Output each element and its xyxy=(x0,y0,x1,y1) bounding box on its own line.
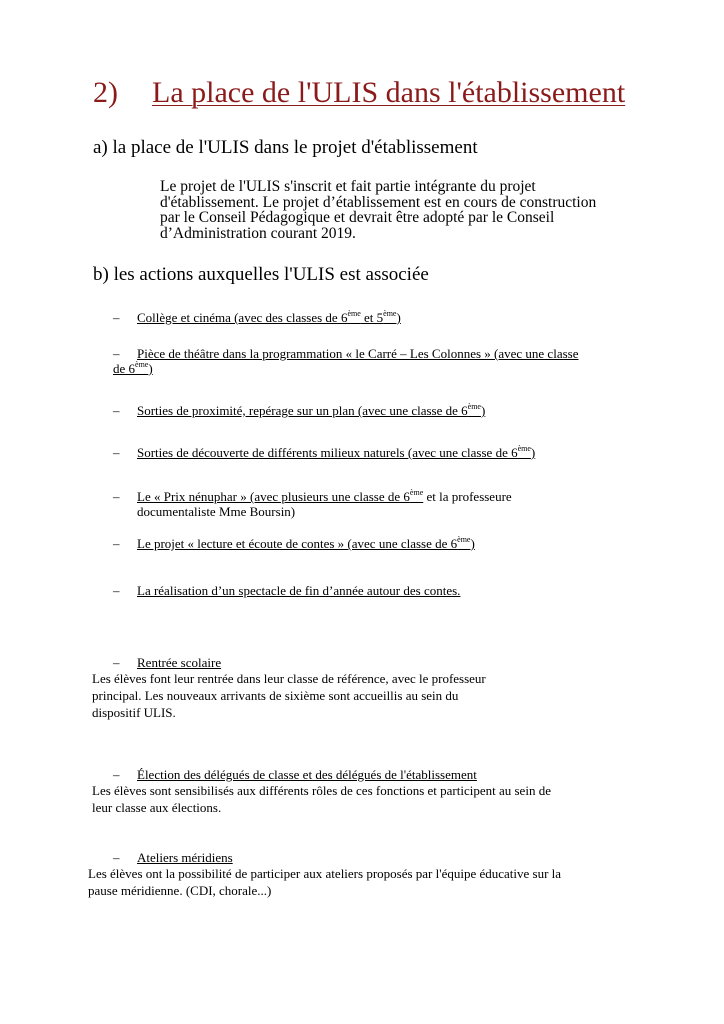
ordinal-sup: ème xyxy=(383,309,397,318)
page-title: La place de l'ULIS dans l'établissement xyxy=(152,76,626,109)
section-a-paragraph xyxy=(160,179,640,241)
dash-bullet: – xyxy=(113,536,120,551)
dash-bullet: – xyxy=(113,346,120,361)
ordinal-sup: ème xyxy=(467,402,481,411)
paragraph-line: d’Administration courant 2019. xyxy=(160,224,356,242)
dash-bullet: – xyxy=(113,767,120,782)
dash-bullet: – xyxy=(113,403,120,418)
dash-bullet: – xyxy=(113,583,120,598)
dash-bullet: – xyxy=(113,655,120,670)
action-text: de 6 xyxy=(113,361,136,376)
block-title: Rentrée scolaire xyxy=(137,655,222,670)
action-text: Le projet « lecture et écoute de contes » (avec une classe de 6 xyxy=(137,536,458,551)
body-line: Les élèves sont sensibilisés aux différents rôles de ces fonctions et participent au sein de xyxy=(92,783,551,798)
action-text: ) xyxy=(530,445,536,460)
action-text: et la professeure xyxy=(423,489,512,504)
body-line: pause méridienne. (CDI, chorale...) xyxy=(88,883,272,898)
block-heading xyxy=(113,655,221,670)
block-body xyxy=(92,670,486,721)
block-heading xyxy=(113,767,477,782)
ordinal-sup: ème xyxy=(457,535,471,544)
paragraph-line: d'établissement. Le projet d’établissement est en cours de construction xyxy=(160,193,597,211)
action-text: ) xyxy=(480,403,486,418)
section-b-heading: b) les actions auxquelles l'ULIS est associée xyxy=(93,264,429,285)
block-heading xyxy=(113,850,233,865)
block-body xyxy=(88,865,561,899)
dash-bullet: – xyxy=(113,445,120,460)
dash-bullet: – xyxy=(113,850,120,865)
action-text: ) xyxy=(148,361,153,376)
paragraph-line: Le projet de l'ULIS s'inscrit et fait partie intégrante du projet xyxy=(160,178,536,195)
dash-bullet: – xyxy=(113,310,120,325)
action-item xyxy=(113,536,475,551)
section-a-heading: a) la place de l'ULIS dans le projet d'établissement xyxy=(93,137,478,158)
action-text: Le « Prix nénuphar » (avec plusieurs une classe de 6 xyxy=(137,489,410,504)
ordinal-sup: ème xyxy=(517,444,531,453)
body-line: principal. Les nouveaux arrivants de sixième sont accueillis au sein du xyxy=(92,688,459,703)
action-text: et 5 xyxy=(360,310,384,325)
block-title: Ateliers méridiens xyxy=(137,850,233,865)
dash-bullet: – xyxy=(113,489,120,504)
ordinal-sup: ème xyxy=(409,488,424,497)
action-item xyxy=(113,445,535,460)
action-text: Sorties de découverte de différents milieux naturels (avec une classe de 6 xyxy=(137,445,518,460)
body-line: Les élèves font leur rentrée dans leur classe de référence, avec le professeur xyxy=(92,671,486,686)
section-number: 2) xyxy=(93,76,118,109)
action-item-continuation: documentaliste Mme Boursin) xyxy=(137,504,296,519)
ordinal-sup: ème xyxy=(347,309,361,318)
ordinal-sup: ème xyxy=(135,360,149,369)
action-item xyxy=(113,489,512,504)
body-line: leur classe aux élections. xyxy=(92,800,222,815)
action-text: Collège et cinéma (avec des classes de 6 xyxy=(137,310,348,325)
action-text: Sorties de proximité, repérage sur un plan (avec une classe de 6 xyxy=(137,403,468,418)
action-item-continuation xyxy=(113,361,153,376)
action-text: ) xyxy=(470,536,475,551)
action-item xyxy=(113,346,578,361)
action-text: ) xyxy=(396,310,401,325)
action-item xyxy=(113,310,401,325)
body-line: Les élèves ont la possibilité de participer aux ateliers proposés par l'équipe éducative sur la xyxy=(88,866,562,881)
action-text: Pièce de théâtre dans la programmation « le Carré – Les Colonnes » (avec une classe xyxy=(137,346,579,361)
body-line: dispositif ULIS. xyxy=(92,705,176,720)
action-item xyxy=(113,403,485,418)
action-item xyxy=(113,583,460,598)
block-title: Élection des délégués de classe et des délégués de l'établissement xyxy=(137,767,477,782)
paragraph-line: par le Conseil Pédagogique et devrait être adopté par le Conseil xyxy=(160,209,555,226)
block-body xyxy=(92,782,551,816)
action-text: La réalisation d’un spectacle de fin d’année autour des contes. xyxy=(137,583,461,598)
